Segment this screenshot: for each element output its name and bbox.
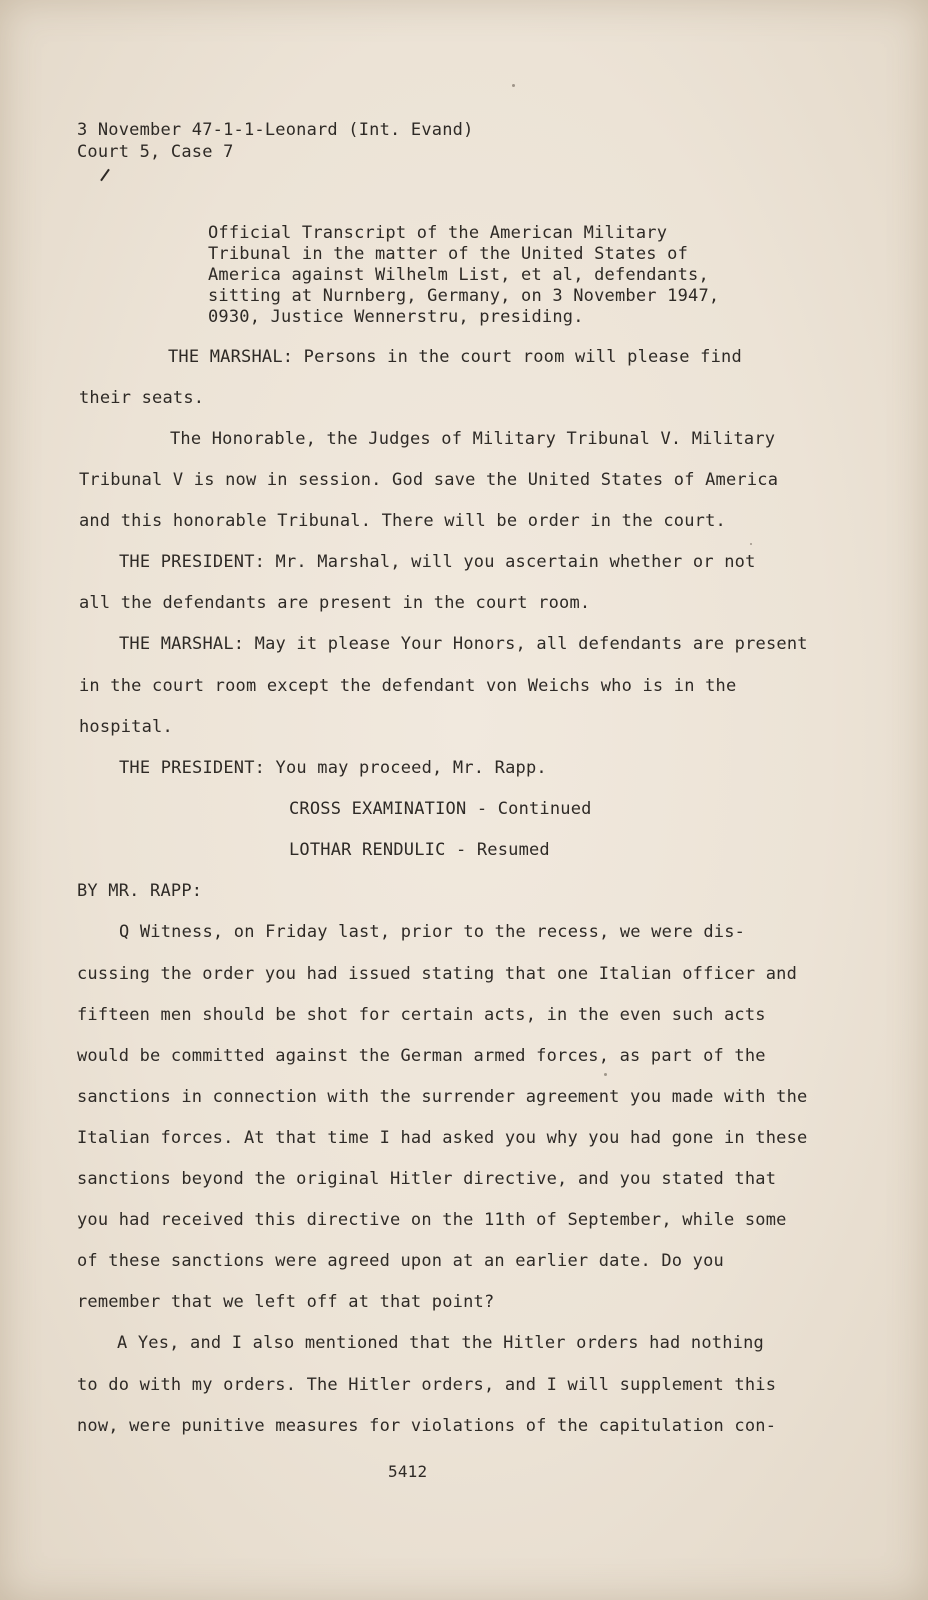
- body-line: hospital.: [79, 717, 173, 737]
- section-heading: CROSS EXAMINATION - Continued: [289, 799, 592, 819]
- body-line: sanctions beyond the original Hitler directive, and you stated that: [77, 1169, 777, 1189]
- intro-line: Tribunal in the matter of the United States of: [208, 244, 689, 264]
- body-line: A Yes, and I also mentioned that the Hitler orders had nothing: [117, 1333, 764, 1353]
- body-line: of these sanctions were agreed upon at an earlier date. Do you: [77, 1251, 724, 1271]
- body-line: fifteen men should be shot for certain acts, in the even such acts: [77, 1005, 766, 1025]
- body-line: remember that we left off at that point?: [77, 1292, 495, 1312]
- header-line-2: Court 5, Case 7: [77, 142, 234, 162]
- intro-line: Official Transcript of the American Military: [208, 223, 668, 243]
- body-line: THE PRESIDENT: Mr. Marshal, will you ascertain whether or not: [119, 552, 756, 572]
- body-line: would be committed against the German armed forces, as part of the: [77, 1046, 766, 1066]
- body-line: now, were punitive measures for violations of the capitulation con-: [77, 1416, 777, 1436]
- pen-mark: [100, 169, 110, 182]
- body-line: all the defendants are present in the court room.: [79, 593, 591, 613]
- body-line: BY MR. RAPP:: [77, 881, 203, 901]
- body-line: cussing the order you had issued stating that one Italian officer and: [77, 964, 798, 984]
- body-line: in the court room except the defendant von Weichs who is in the: [79, 676, 737, 696]
- intro-line: America against Wilhelm List, et al, defendants,: [208, 265, 709, 285]
- body-line: THE PRESIDENT: You may proceed, Mr. Rapp.: [119, 758, 547, 778]
- body-line: you had received this directive on the 11th of September, while some: [77, 1210, 787, 1230]
- body-line: THE MARSHAL: May it please Your Honors, all defendants are present: [119, 634, 808, 654]
- paper-speck: [512, 84, 515, 87]
- section-heading: LOTHAR RENDULIC - Resumed: [289, 840, 550, 860]
- body-line: sanctions in connection with the surrender agreement you made with the: [77, 1087, 808, 1107]
- body-line: Tribunal V is now in session. God save the United States of America: [79, 470, 779, 490]
- body-line: Q Witness, on Friday last, prior to the recess, we were dis-: [119, 922, 746, 942]
- intro-line: 0930, Justice Wennerstru, presiding.: [208, 307, 584, 327]
- body-line: Italian forces. At that time I had asked you why you had gone in these: [77, 1128, 808, 1148]
- body-line: their seats.: [79, 388, 205, 408]
- intro-line: sitting at Nurnberg, Germany, on 3 November 1947,: [208, 286, 720, 306]
- body-line: and this honorable Tribunal. There will be order in the court.: [79, 511, 726, 531]
- body-line: The Honorable, the Judges of Military Tribunal V. Military: [170, 429, 776, 449]
- body-line: to do with my orders. The Hitler orders, and I will supplement this: [77, 1375, 777, 1395]
- paper-speck: [750, 543, 752, 545]
- page-number: 5412: [388, 1462, 428, 1481]
- body-line: THE MARSHAL: Persons in the court room will please find: [168, 347, 742, 367]
- paper-speck: [604, 1073, 607, 1076]
- header-line-1: 3 November 47-1-1-Leonard (Int. Evand): [77, 120, 474, 140]
